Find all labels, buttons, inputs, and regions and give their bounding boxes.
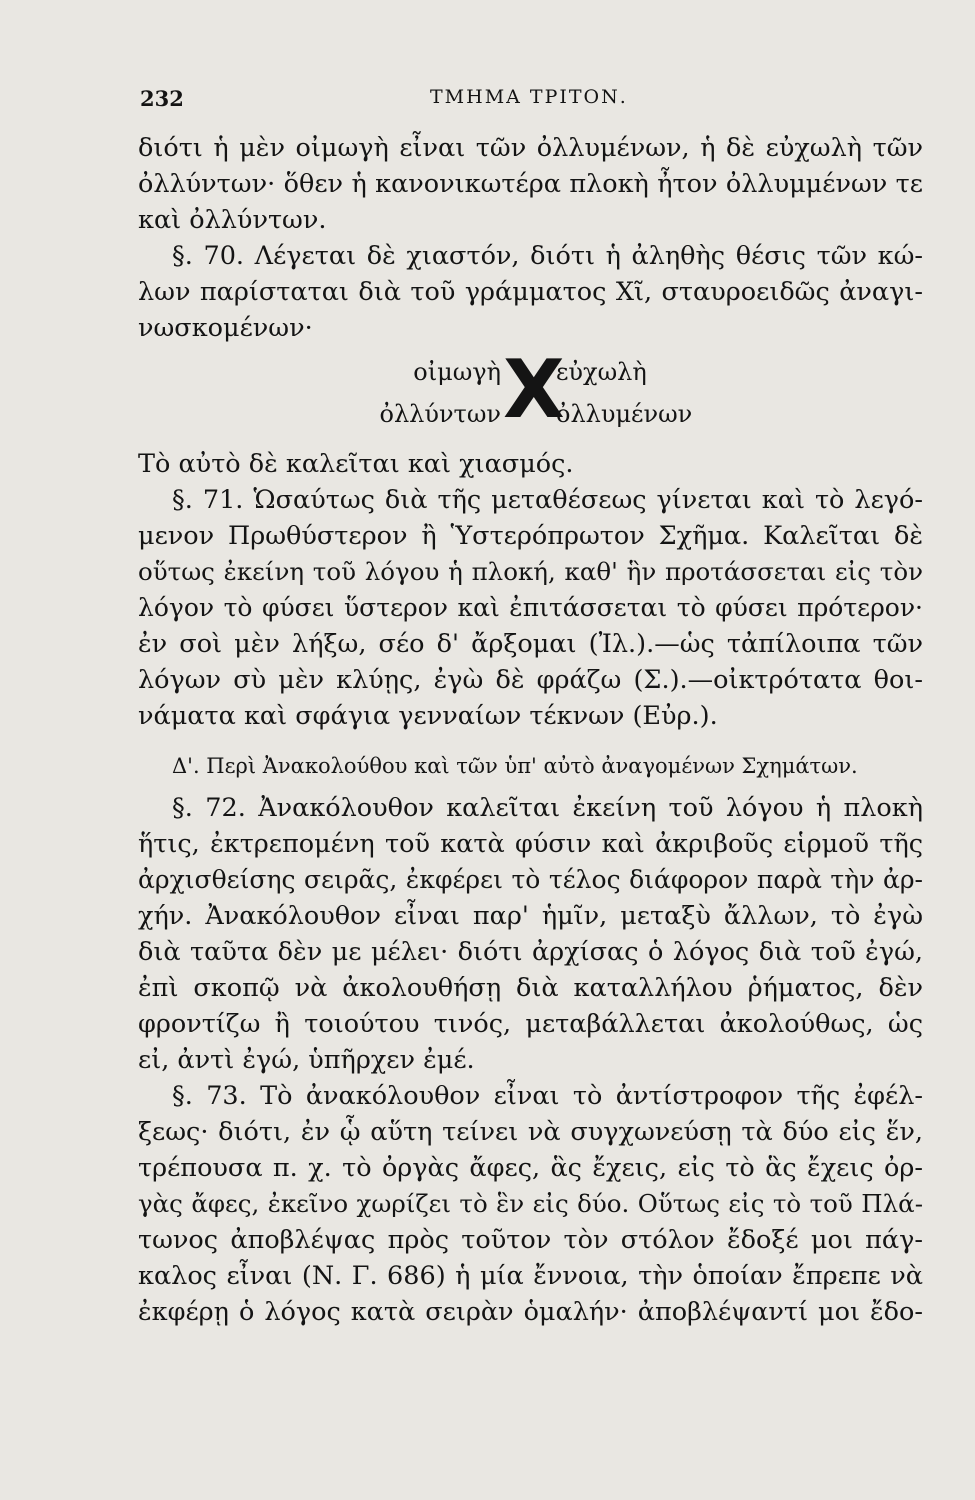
text-line: εἰ, ἀντὶ ἐγώ, ὑπῆρχεν ἐμέ.	[138, 1045, 475, 1075]
text-line: ἐν σοὶ μὲν λήξω, σέο δ' ἄρξομαι (Ἰλ.).—ὡς τἀπίλοιπα τῶν	[138, 629, 923, 659]
text-line: ἐκφέρῃ ὁ λόγος κατὰ σειρὰν ὁμαλήν· ἀποβλέψαντί μοι ἔδο-	[138, 1297, 923, 1327]
text-line: τρέπουσα π. χ. τὸ ὀργὰς ἄφες, ἃς ἔχεις, εἰς τὸ ἃς ἔχεις ὀρ-	[138, 1153, 923, 1183]
text-line: χήν. Ἀνακόλουθον εἶναι παρ' ἡμῖν, μεταξὺ ἄλλων, τὸ ἐγὼ	[138, 901, 923, 931]
text-line: διὰ ταῦτα δὲν με μέλει· διότι ἀρχίσας ὁ λόγος διὰ τοῦ ἐγώ,	[138, 937, 923, 967]
chi-letter: X	[503, 343, 565, 436]
text-line: διότι ἡ μὲν οἰμωγὴ εἶναι τῶν ὀλλυμένων, ἡ δὲ εὐχωλὴ τῶν	[138, 133, 923, 163]
text-line: γὰς ἄφες, ἐκεῖνο χωρίζει τὸ ἓν εἰς δύο. Οὕτως εἰς τὸ τοῦ Πλά-	[138, 1189, 923, 1218]
text-line: ἥτις, ἐκτρεπομένη τοῦ κατὰ φύσιν καὶ ἀκριβοῦς εἱρμοῦ τῆς	[138, 829, 923, 859]
chiasm-bottom-right: ὀλλυμένων	[556, 400, 693, 428]
text-line: ὀλλύντων· ὅθεν ἡ κανονικωτέρα πλοκὴ ἦτον ὀλλυμμένων τε	[138, 169, 923, 199]
section-73-line: §. 73. Τὸ ἀνακόλουθον εἶναι τὸ ἀντίστροφον τῆς ἐφέλ-	[172, 1081, 923, 1111]
running-title: ΤΜΗΜΑ ΤΡΙΤΟΝ.	[430, 86, 628, 108]
text-line: τωνος ἀποβλέψας πρὸς τοῦτον τὸν στόλον ἔδοξέ μοι πάγ-	[138, 1225, 923, 1255]
text-line: φροντίζω ἢ τοιούτου τινός, μεταβάλλεται ἀκολούθως, ὡς	[138, 1009, 923, 1039]
text-line: νάματα καὶ σφάγια γενναίων τέκνων (Εὐρ.).	[138, 701, 718, 731]
page-header	[140, 86, 920, 116]
text-line: ξεως· διότι, ἐν ᾧ αὕτη τείνει νὰ συγχωνεύσῃ τὰ δύο εἰς ἕν,	[138, 1117, 923, 1147]
text-line: οὕτως ἐκείνη τοῦ λόγου ἡ πλοκή, καθ' ἣν προτάσσεται εἰς τὸν	[138, 557, 923, 586]
text-line: Τὸ αὐτὸ δὲ καλεῖται καὶ χιασμός.	[138, 449, 574, 479]
text-line: λόγων σὺ μὲν κλύῃς, ἐγὼ δὲ φράζω (Σ.).—οἰκτρότατα θοι-	[138, 665, 923, 695]
page-number: 232	[140, 86, 184, 111]
text-line: καλος εἶναι (Ν. Γ. 686) ἡ μία ἔννοια, τὴν ὁποίαν ἔπρεπε νὰ	[138, 1261, 923, 1291]
section-70-line: §. 70. Λέγεται δὲ χιαστόν, διότι ἡ ἀληθὴς θέσις τῶν κώ-	[172, 241, 923, 271]
chiasm-bottom-left: ὀλλύντων	[379, 400, 501, 428]
chiasm-top-right: εὐχωλὴ	[556, 358, 647, 386]
section-71-line: §. 71. Ὡσαύτως διὰ τῆς μεταθέσεως γίνεται καὶ τὸ λεγό-	[172, 485, 923, 515]
section-heading: Δ'. Περὶ Ἀνακολούθου καὶ τῶν ὑπ' αὐτὸ ἀναγομένων Σχημάτων.	[172, 754, 858, 778]
chiasm-top-left: οἰμωγὴ	[413, 358, 501, 386]
text-line: ἀρχισθείσης σειρᾶς, ἐκφέρει τὸ τέλος διάφορον παρὰ τὴν ἀρ-	[138, 865, 923, 894]
text-line: λόγον τὸ φύσει ὕστερον καὶ ἐπιτάσσεται τὸ φύσει πρότερον·	[138, 593, 923, 622]
text-line: μενον Πρωθύστερον ἢ Ὑστερόπρωτον Σχῆμα. Καλεῖται δὲ	[138, 521, 923, 551]
page-body	[138, 130, 923, 1330]
text-line: νωσκομένων·	[138, 313, 313, 343]
text-line: λων παρίσταται διὰ τοῦ γράμματος Χῖ, σταυροειδῶς ἀναγι-	[138, 277, 923, 307]
text-line: καὶ ὀλλύντων.	[138, 205, 327, 235]
text-line: ἐπὶ σκοπῷ νὰ ἀκολουθήσῃ διὰ καταλλήλου ῥήματος, δὲν	[138, 973, 923, 1003]
chiasm-diagram	[138, 343, 923, 446]
section-72-line: §. 72. Ἀνακόλουθον καλεῖται ἐκείνη τοῦ λόγου ἡ πλοκὴ	[172, 793, 923, 823]
